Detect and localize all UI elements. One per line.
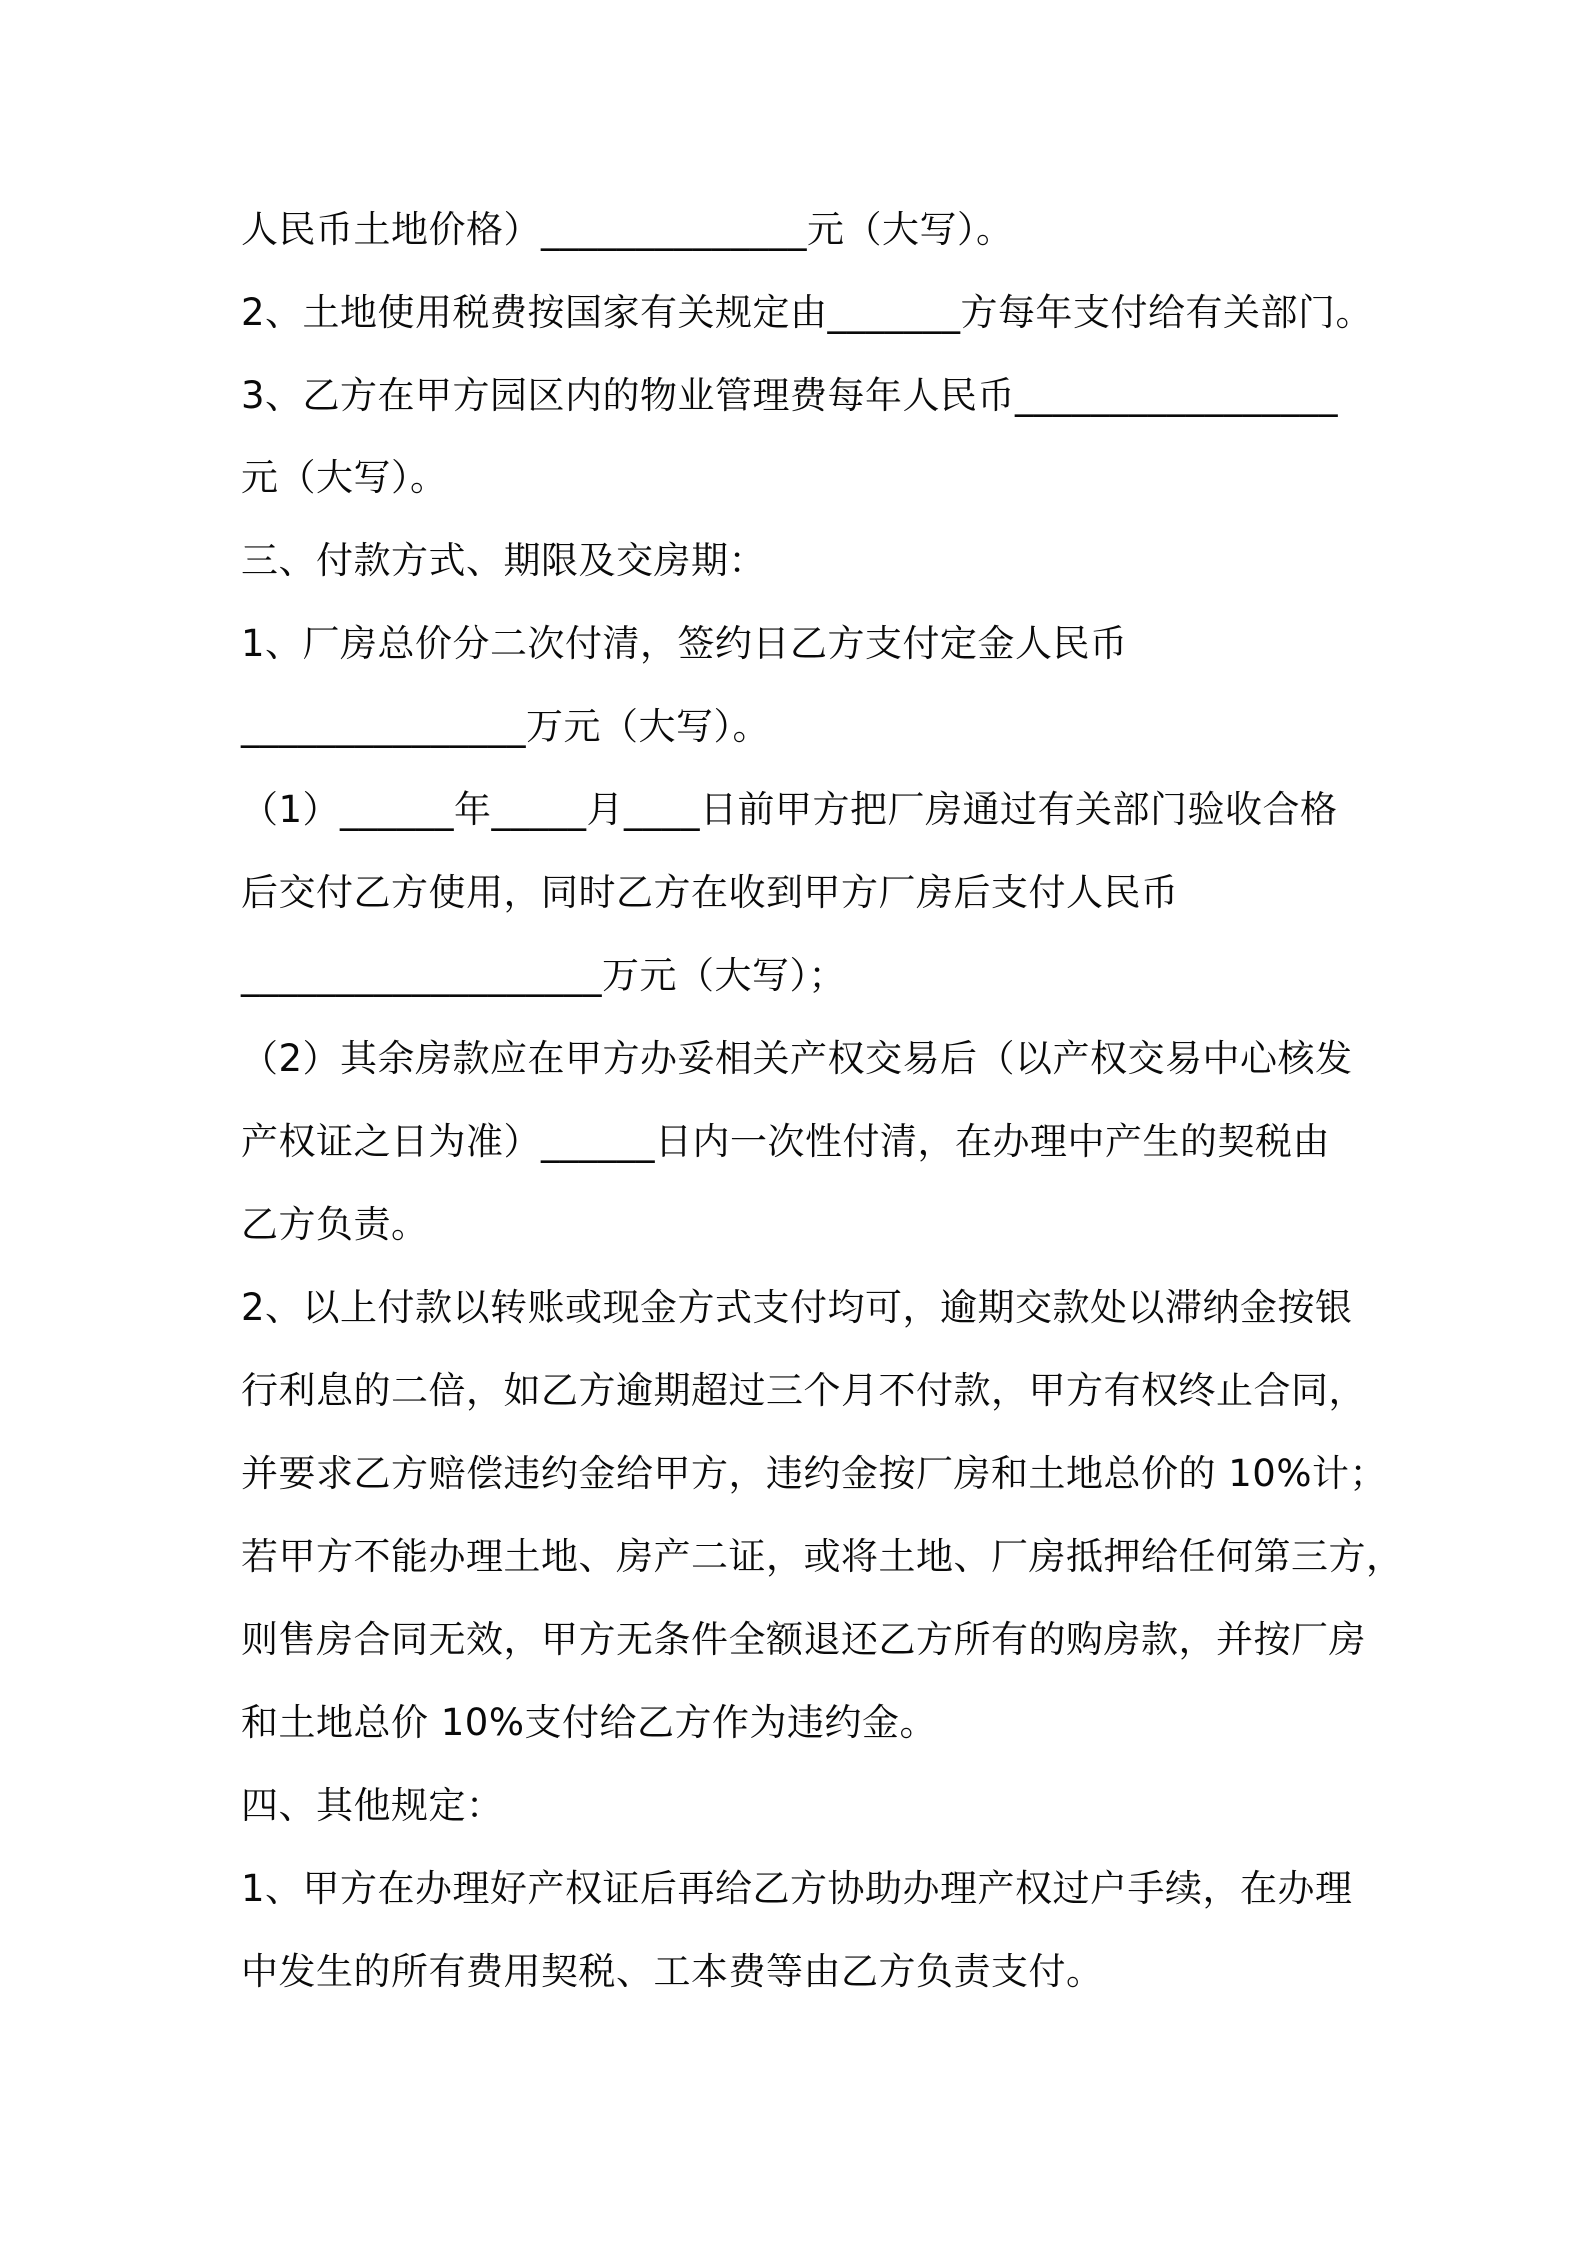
text-line-payment-item-2-cont: 产权证之日为准）______日内一次性付清，在办理中产生的契税由 (241, 1120, 1330, 1163)
text-line-payment-item-2: （2）其余房款应在甲方办妥相关产权交易后（以产权交易中心核发 (241, 1037, 1353, 1080)
text-line-property-fee: 3、乙方在甲方园区内的物业管理费每年人民币_________________ (241, 374, 1339, 417)
text-line-land-price: 人民币土地价格）______________元（大写）。 (241, 208, 1014, 251)
text-line-payment-2-cont-c: 若甲方不能办理土地、房产二证，或将土地、厂房抵押给任何第三方， (241, 1535, 1404, 1578)
text-line-payment-item-1-amount: ___________________万元（大写）； (241, 954, 846, 997)
text-line-payment-item-2-end: 乙方负责。 (241, 1203, 429, 1246)
text-line-payment-1: 1、厂房总价分二次付清，签约日乙方支付定金人民币 (241, 622, 1128, 665)
text-line-payment-2-cont-b: 并要求乙方赔偿违约金给甲方，违约金按厂房和土地总价的 10%计； (241, 1452, 1387, 1495)
text-line-land-tax: 2、土地使用税费按国家有关规定由_______方每年支付给有关部门。 (241, 291, 1374, 334)
text-line-payment-2-cont-d: 则售房合同无效，甲方无条件全额退还乙方所有的购房款，并按厂房 (241, 1618, 1366, 1661)
text-line-other-1-cont: 中发生的所有费用契税、工本费等由乙方负责支付。 (241, 1950, 1104, 1993)
text-line-other-1: 1、甲方在办理好产权证后再给乙方协助办理产权过户手续，在办理 (241, 1867, 1353, 1910)
section-heading-other: 四、其他规定： (241, 1784, 504, 1827)
section-heading-payment: 三、付款方式、期限及交房期： (241, 539, 766, 582)
text-line-payment-2-end: 和土地总价 10%支付给乙方作为违约金。 (241, 1701, 937, 1744)
text-line-payment-item-1: （1）______年_____月____日前甲方把厂房通过有关部门验收合格 (241, 788, 1338, 831)
text-line-payment-item-1-cont: 后交付乙方使用，同时乙方在收到甲方厂房后支付人民币 (241, 871, 1179, 914)
text-line-property-fee-cont: 元（大写）。 (241, 456, 448, 499)
text-line-payment-2: 2、以上付款以转账或现金方式支付均可，逾期交款处以滞纳金按银 (241, 1286, 1353, 1329)
text-line-payment-1-cont: _______________万元（大写）。 (241, 705, 770, 748)
text-line-payment-2-cont-a: 行利息的二倍，如乙方逾期超过三个月不付款，甲方有权终止合同， (241, 1369, 1366, 1412)
